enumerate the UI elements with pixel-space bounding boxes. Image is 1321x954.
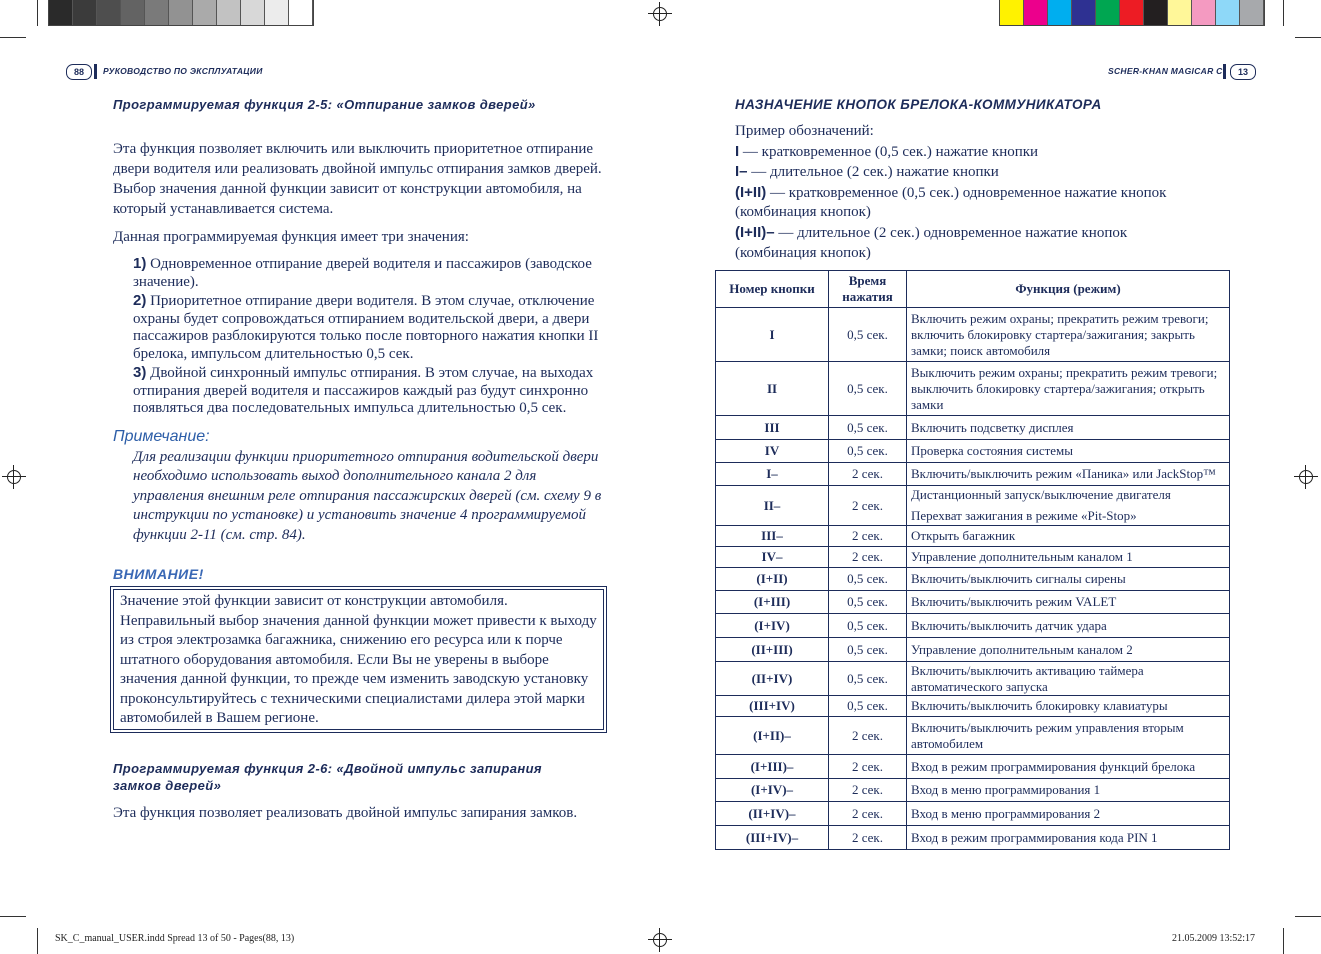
table-row — [716, 362, 1230, 416]
color-swatch — [265, 0, 289, 25]
cell-time: 2 сек. — [829, 486, 907, 526]
note-text: Для реализации функции приоритетного отпирания водительской двери необходимо использовать выход дополнительного канала 2 для управления внешним реле отпирания пассажирских дверей (см. схему 9 в инструкции по установке) и установить значение 4 программируемой функции 2-11 (см. стр. 84). — [133, 449, 602, 543]
cell-function: Включить/выключить активацию таймера автоматического запуска — [907, 662, 1230, 696]
legend-item — [735, 223, 1205, 263]
cell-function-line: Перехват зажигания в режиме «Pit-Stop» — [911, 508, 1137, 523]
header-button-number: Номер кнопки — [716, 271, 829, 308]
cell-function: Включить/выключить режим управления вторым автомобилем — [907, 717, 1230, 755]
color-swatch — [97, 0, 121, 25]
cell-button: II — [716, 362, 829, 416]
option-text: Двойной синхронный импульс отпирания. В этом случае, на выходах отпирания дверей водителя и пассажиров каждый раз будут синхронно появляться два последовательных импульса длительностью 0,5 сек. — [133, 365, 594, 416]
registration-mark-icon — [5, 468, 23, 486]
cell-button: (I+III) — [716, 591, 829, 614]
option-number: 3) — [133, 364, 147, 381]
color-swatch — [193, 0, 217, 25]
cell-button: (I+II) — [716, 568, 829, 591]
color-swatch — [1024, 0, 1048, 25]
header-function: Функция (режим) — [907, 271, 1230, 308]
registration-mark-icon — [1297, 468, 1315, 486]
registration-mark-icon — [651, 931, 669, 949]
cell-time: 2 сек. — [829, 547, 907, 568]
cell-function: Включить/выключить сигналы сирены — [907, 568, 1230, 591]
right-page-number: 13 — [1230, 64, 1256, 80]
color-swatch — [1216, 0, 1240, 25]
left-running-head: РУКОВОДСТВО ПО ЭКСПЛУАТАЦИИ — [103, 66, 263, 76]
table-row — [716, 755, 1230, 779]
cell-time: 2 сек. — [829, 755, 907, 779]
color-swatch — [241, 0, 265, 25]
list-item — [133, 292, 609, 363]
cell-function: Включить/выключить блокировку клавиатуры — [907, 696, 1230, 717]
table-row — [716, 638, 1230, 662]
cell-time: 0,5 сек. — [829, 614, 907, 638]
list-item — [133, 255, 609, 291]
registration-mark-icon — [651, 5, 669, 23]
table-row — [716, 662, 1230, 696]
crop-mark — [37, 0, 38, 26]
cell-time: 2 сек. — [829, 463, 907, 486]
option-number: 2) — [133, 292, 147, 309]
cell-time: 0,5 сек. — [829, 568, 907, 591]
cell-button: (I+III)– — [716, 755, 829, 779]
cell-function: Включить режим охраны; прекратить режим тревоги; включить блокировку стартера/зажигания; закрыть замки; поиск автомобиля — [907, 308, 1230, 362]
cell-button: III– — [716, 526, 829, 547]
crop-mark — [1283, 0, 1284, 26]
cell-function: Управление дополнительным каналом 1 — [907, 547, 1230, 568]
table-row — [716, 591, 1230, 614]
cell-button: (II+IV)– — [716, 802, 829, 826]
cell-time: 0,5 сек. — [829, 308, 907, 362]
color-swatch — [49, 0, 73, 25]
section-title-2-6: Программируемая функция 2-6: «Двойной импульс запирания замков дверей» — [113, 761, 542, 793]
cell-function: Вход в режим программирования функций брелока — [907, 755, 1230, 779]
table-row — [716, 568, 1230, 591]
cell-function: Включить/выключить режим VALET — [907, 591, 1230, 614]
table-row — [716, 308, 1230, 362]
legend-item — [735, 183, 1205, 223]
legend-intro: Пример обозначений: — [735, 123, 874, 139]
cell-button: (III+IV) — [716, 696, 829, 717]
cell-button: (II+III) — [716, 638, 829, 662]
legend-text: — кратковременное (0,5 сек.) одновременное нажатие кнопок (комбинация кнопок) — [735, 184, 1167, 221]
cell-time: 2 сек. — [829, 526, 907, 547]
color-swatch — [1072, 0, 1096, 25]
table-row — [716, 717, 1230, 755]
cell-button: IV– — [716, 547, 829, 568]
crop-mark — [1283, 928, 1284, 954]
color-swatch — [73, 0, 97, 25]
cell-time: 0,5 сек. — [829, 416, 907, 440]
slug-file-info: SK_C_manual_USER.indd Spread 13 of 50 - Pages(88, 13) — [55, 933, 295, 944]
left-page-number: 88 — [66, 64, 92, 80]
cell-function: Вход в меню программирования 2 — [907, 802, 1230, 826]
cell-time: 2 сек. — [829, 779, 907, 802]
table-row — [716, 826, 1230, 850]
color-swatch — [1120, 0, 1144, 25]
button-function-table — [715, 270, 1230, 850]
table-row — [716, 526, 1230, 547]
paragraph-function-description: Эта функция позволяет включить или выключить приоритетное отпирание двери водителя или реализовать двойной импульс отпирания замков дверей. Выбор значения данной функции зависит от конструкции автомобиля, на который устанавливается система. — [113, 141, 602, 217]
warning-heading: ВНИМАНИЕ! — [113, 566, 204, 582]
legend-text: — кратковременное (0,5 сек.) нажатие кнопки — [739, 143, 1039, 160]
cell-time: 2 сек. — [829, 826, 907, 850]
table-row — [716, 486, 1230, 526]
color-swatch — [1096, 0, 1120, 25]
cell-function: Вход в меню программирования 1 — [907, 779, 1230, 802]
table-row — [716, 416, 1230, 440]
table-row — [716, 614, 1230, 638]
table-row — [716, 779, 1230, 802]
legend-code: I — [735, 142, 740, 160]
cell-button: IV — [716, 440, 829, 463]
paragraph-function-2-6: Эта функция позволяет реализовать двойной импульс запирания замков. — [113, 805, 578, 821]
header-divider — [94, 64, 97, 79]
header-press-time: Время нажатия — [829, 271, 907, 308]
process-color-bar — [999, 0, 1265, 26]
section-title-2-5: Программируемая функция 2-5: «Отпирание замков дверей» — [113, 97, 536, 112]
slug-timestamp: 21.05.2009 13:52:17 — [1172, 933, 1256, 944]
cell-button: II– — [716, 486, 829, 526]
option-number: 1) — [133, 255, 147, 272]
color-swatch — [217, 0, 241, 25]
color-swatch — [1240, 0, 1264, 25]
cell-button: (I+IV)– — [716, 779, 829, 802]
table-row — [716, 463, 1230, 486]
cell-button: (II+IV) — [716, 662, 829, 696]
table-row — [716, 440, 1230, 463]
crop-mark — [0, 37, 26, 38]
page-title: НАЗНАЧЕНИЕ КНОПОК БРЕЛОКА-КОММУНИКАТОРА — [735, 97, 1102, 112]
cell-function: Включить подсветку дисплея — [907, 416, 1230, 440]
cell-button: III — [716, 416, 829, 440]
color-swatch — [145, 0, 169, 25]
cell-function: Включить/выключить режим «Паника» или JackStop™ — [907, 463, 1230, 486]
option-text: Одновременное отпирание дверей водителя и пассажиров (заводское значение). — [133, 256, 592, 290]
table-row — [716, 547, 1230, 568]
color-swatch — [1144, 0, 1168, 25]
cell-time: 0,5 сек. — [829, 696, 907, 717]
color-swatch — [121, 0, 145, 25]
cell-time: 0,5 сек. — [829, 591, 907, 614]
crop-mark — [1295, 37, 1321, 38]
cell-function: Открыть багажник — [907, 526, 1230, 547]
cell-button: (I+II)– — [716, 717, 829, 755]
cell-function: Управление дополнительным каналом 2 — [907, 638, 1230, 662]
cell-button: I– — [716, 463, 829, 486]
legend-item — [735, 162, 1205, 183]
cell-time: 2 сек. — [829, 802, 907, 826]
cell-time: 2 сек. — [829, 717, 907, 755]
cell-time: 0,5 сек. — [829, 662, 907, 696]
cell-time: 0,5 сек. — [829, 440, 907, 463]
options-list — [133, 255, 609, 418]
color-swatch — [169, 0, 193, 25]
table-header-row — [716, 271, 1230, 308]
legend-item — [735, 142, 1205, 163]
legend-code: I– — [735, 163, 748, 181]
cell-function — [907, 486, 1230, 526]
color-swatch — [1168, 0, 1192, 25]
crop-mark — [1295, 916, 1321, 917]
cell-time: 0,5 сек. — [829, 362, 907, 416]
crop-mark — [37, 928, 38, 954]
legend — [735, 122, 1205, 263]
color-swatch — [1192, 0, 1216, 25]
color-swatch — [1048, 0, 1072, 25]
crop-mark — [0, 916, 26, 917]
legend-text: — длительное (2 сек.) одновременное нажатие кнопок (комбинация кнопок) — [735, 224, 1128, 261]
color-swatch — [1000, 0, 1024, 25]
cell-function: Включить/выключить датчик удара — [907, 614, 1230, 638]
warning-text: Значение этой функции зависит от конструкции автомобиля. Неправильный выбор значения данной функции может привести к выходу из строя электрозамка багажника, снижению его ресурса или к порче штатного оборудования автомобиля. Если Вы не уверены в выборе значения данной функции, то прежде чем изменить заводскую установку проконсультируйтесь с техническими специалистами дилера этой марки автомобилей в Вашем регионе. — [113, 589, 604, 730]
legend-code: (I+II)– — [735, 223, 775, 241]
right-running-head: SCHER-KHAN MAGICAR C — [1108, 66, 1223, 76]
cell-function-line: Дистанционный запуск/выключение двигателя — [911, 487, 1171, 502]
warning-box — [110, 586, 607, 733]
cell-function: Проверка состояния системы — [907, 440, 1230, 463]
legend-text: — длительное (2 сек.) нажатие кнопки — [747, 164, 999, 181]
color-swatch — [289, 0, 313, 25]
legend-code: (I+II) — [735, 183, 767, 201]
cell-function: Выключить режим охраны; прекратить режим тревоги; выключить блокировку стартера/зажигания; открыть замки — [907, 362, 1230, 416]
header-divider — [1223, 64, 1226, 79]
table-row — [716, 802, 1230, 826]
grayscale-color-bar — [48, 0, 314, 26]
cell-button: I — [716, 308, 829, 362]
cell-button: (I+IV) — [716, 614, 829, 638]
note-heading: Примечание: — [113, 428, 210, 445]
cell-function: Вход в режим программирования кода PIN 1 — [907, 826, 1230, 850]
cell-time: 0,5 сек. — [829, 638, 907, 662]
table-row — [716, 696, 1230, 717]
cell-button: (III+IV)– — [716, 826, 829, 850]
option-text: Приоритетное отпирание двери водителя. В этом случае, отключение охраны будет сопровождаться отпиранием водительской двери, а двери пассажиров разблокируются только после повторного нажатия кнопки II брелока, импульсом длительностью 0,5 сек. — [133, 293, 599, 362]
paragraph-values-intro: Данная программируемая функция имеет три значения: — [113, 229, 469, 245]
list-item — [133, 364, 609, 418]
